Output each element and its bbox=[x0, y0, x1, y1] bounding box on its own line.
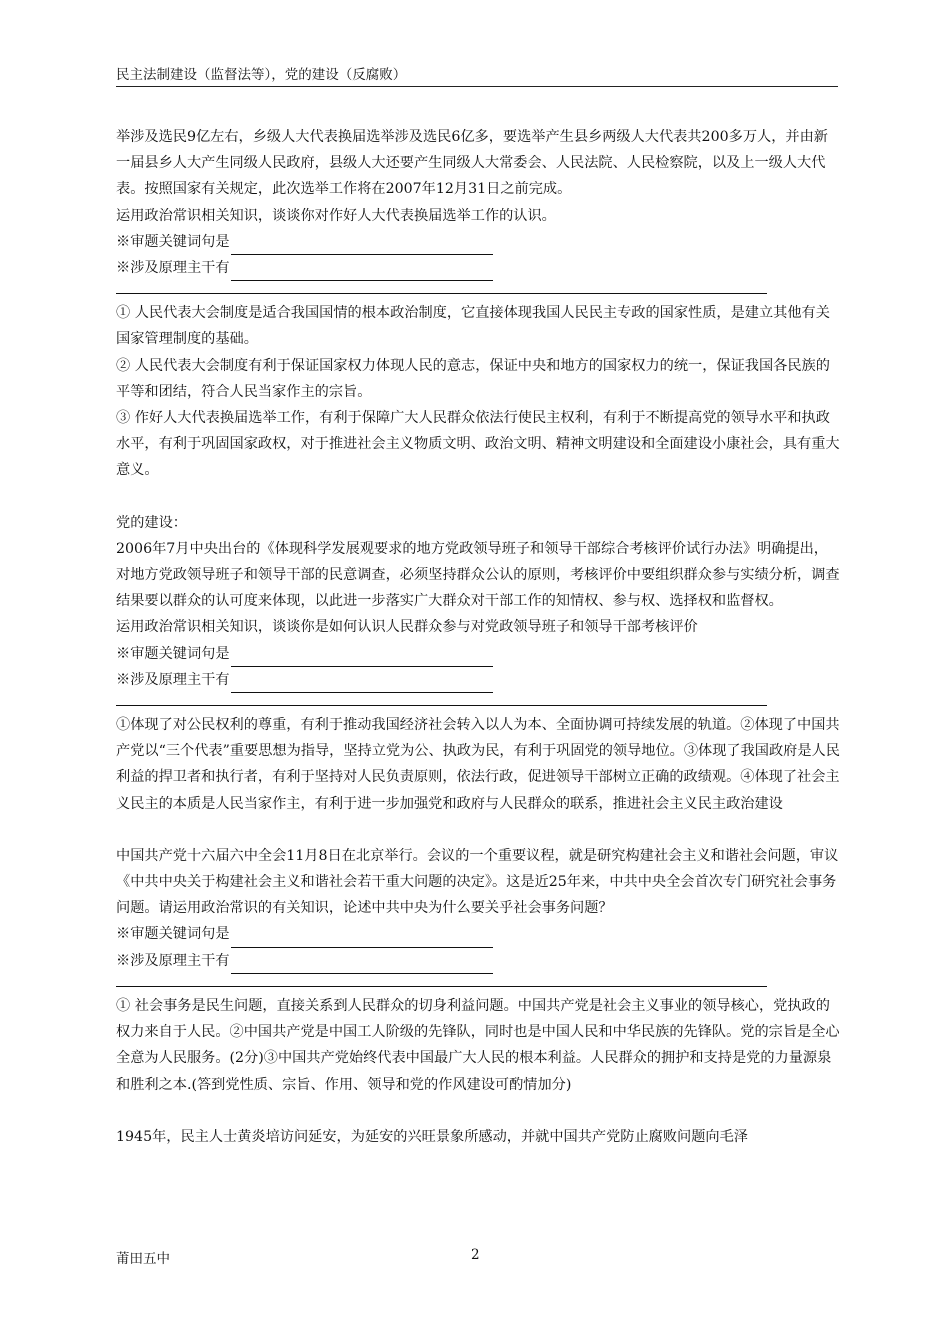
blank-line bbox=[116, 1098, 840, 1124]
principle-label: ※涉及原理主干有 bbox=[116, 671, 230, 688]
page-number: 2 bbox=[471, 1247, 480, 1263]
blank-line bbox=[116, 484, 840, 510]
document-body bbox=[116, 124, 840, 1150]
section2-paragraph: 2006年7月中央出台的《体现科学发展观要求的地方党政领导班子和领导干部综合考核评价试行办法》明确提出，对地方党政领导班子和领导干部的民意调查，必须坚持群众公认的原则，考核评价中要组织群众参与实绩分析，调查结果要以群众的认可度来体现，以此进一步落实广大群众对干部工作的知情权、参与权、选择权和监督权。 bbox=[116, 540, 840, 610]
section1-answer: ③ 作好人大代表换届选举工作，有利于保障广大人民群众依法行使民主权利，有利于不断提高党的领导水平和执政水平，有利于巩固国家政权，对于推进社会主义物质文明、政治文明、精神文明建设和全面建设小康社会，具有重大意义。 bbox=[116, 410, 840, 479]
section1-paragraph: 举涉及选民9亿左右，乡级人大代表换届选举涉及选民6亿多，要选举产生县乡两级人大代表共200多万人，并由新一届县乡人大产生同级人民政府，县级人大还要产生同级人大常委会、人民法院、人民检察院，以及上一级人大代表。按照国家有关规定，此次选举工作将在2007年12月31日之前完成。 bbox=[116, 129, 828, 198]
section2-answer: ①体现了对公民权利的尊重，有利于推动我国经济社会转入以人为本、全面协调可持续发展的轨道。②体现了中国共产党以“三个代表”重要思想为指导，坚持立党为公、执政为民，有利于巩固党的领导地位。③体现了我国政府是人民利益的捍卫者和执行者，有利于坚持对人民负责原则，依法行政，促进领导干部树立正确的政绩观。④体现了社会主义民主的本质是人民当家作主，有利于进一步加强党和政府与人民群众的联系，推进社会主义民主政治建设 bbox=[116, 717, 840, 812]
principle-blank bbox=[231, 672, 493, 693]
keyword-blank bbox=[231, 646, 493, 667]
section4-paragraph: 1945年，民主人士黄炎培访问延安，为延安的兴旺景象所感动，并就中国共产党防止腐败问题向毛泽 bbox=[116, 1128, 748, 1145]
section3-paragraph: 中国共产党十六届六中全会11月8日在北京举行。会议的一个重要议程，就是研究构建社会主义和谐社会问题，审议《中共中央关于构建社会主义和谐社会若干重大问题的决定》。这是近25年来，中共中央全会首次专门研究社会事务问题。请运用政治常识的有关知识，论述中共中央为什么要关乎社会事务问题？ bbox=[116, 847, 839, 917]
blank-line bbox=[116, 817, 840, 843]
principle-label: ※涉及原理主干有 bbox=[116, 260, 230, 277]
keyword-fill-line bbox=[116, 921, 840, 947]
page-header: 民主法制建设（监督法等），党的建设（反腐败） bbox=[116, 66, 838, 87]
principle-fill-line bbox=[116, 948, 840, 974]
section1-answer: ① 人民代表大会制度是适合我国国情的根本政治制度，它直接体现我国人民民主专政的国家性质，是建立其他有关国家管理制度的基础。 bbox=[116, 305, 830, 348]
keyword-label: ※审题关键词句是 bbox=[116, 233, 230, 250]
principle-label: ※涉及原理主干有 bbox=[116, 952, 230, 969]
principle-fill-line bbox=[116, 255, 840, 281]
section3-answer: ① 社会事务是民生问题，直接关系到人民群众的切身利益问题。中国共产党是社会主义事业的领导核心，党执政的权力来自于人民。②中国共产党是中国工人阶级的先锋队，同时也是中国人民和中华民族的先锋队。党的宗旨是全心全意为人民服务。(2分)③中国共产党始终代表中国最广大人民的根本利益。人民群众的拥护和支持是党的力量源泉和胜利之本.(答到党性质、宗旨、作用、领导和党的作风建设可酌情加分) bbox=[116, 997, 840, 1093]
footer-school: 莆田五中 bbox=[116, 1251, 170, 1267]
keyword-fill-line bbox=[116, 641, 840, 667]
keyword-label: ※审题关键词句是 bbox=[116, 645, 230, 662]
section2-question: 运用政治常识相关知识，谈谈你是如何认识人民群众参与对党政领导班子和领导干部考核评价 bbox=[116, 619, 698, 636]
section1-answer: ② 人民代表大会制度有利于保证国家权力体现人民的意志，保证中央和地方的国家权力的统一，保证我国各民族的平等和团结，符合人民当家作主的宗旨。 bbox=[116, 357, 830, 400]
principle-fill-line bbox=[116, 667, 840, 693]
keyword-label: ※审题关键词句是 bbox=[116, 926, 230, 943]
answer-divider bbox=[116, 974, 767, 987]
principle-blank bbox=[231, 953, 493, 974]
keyword-blank bbox=[231, 927, 493, 948]
keyword-fill-line bbox=[116, 229, 840, 255]
answer-divider bbox=[116, 693, 767, 706]
answer-divider bbox=[116, 281, 767, 294]
section2-heading: 党的建设： bbox=[116, 514, 187, 531]
keyword-blank bbox=[231, 234, 493, 255]
principle-blank bbox=[231, 260, 493, 281]
section1-question: 运用政治常识相关知识，谈谈你对作好人大代表换届选举工作的认识。 bbox=[116, 207, 556, 224]
